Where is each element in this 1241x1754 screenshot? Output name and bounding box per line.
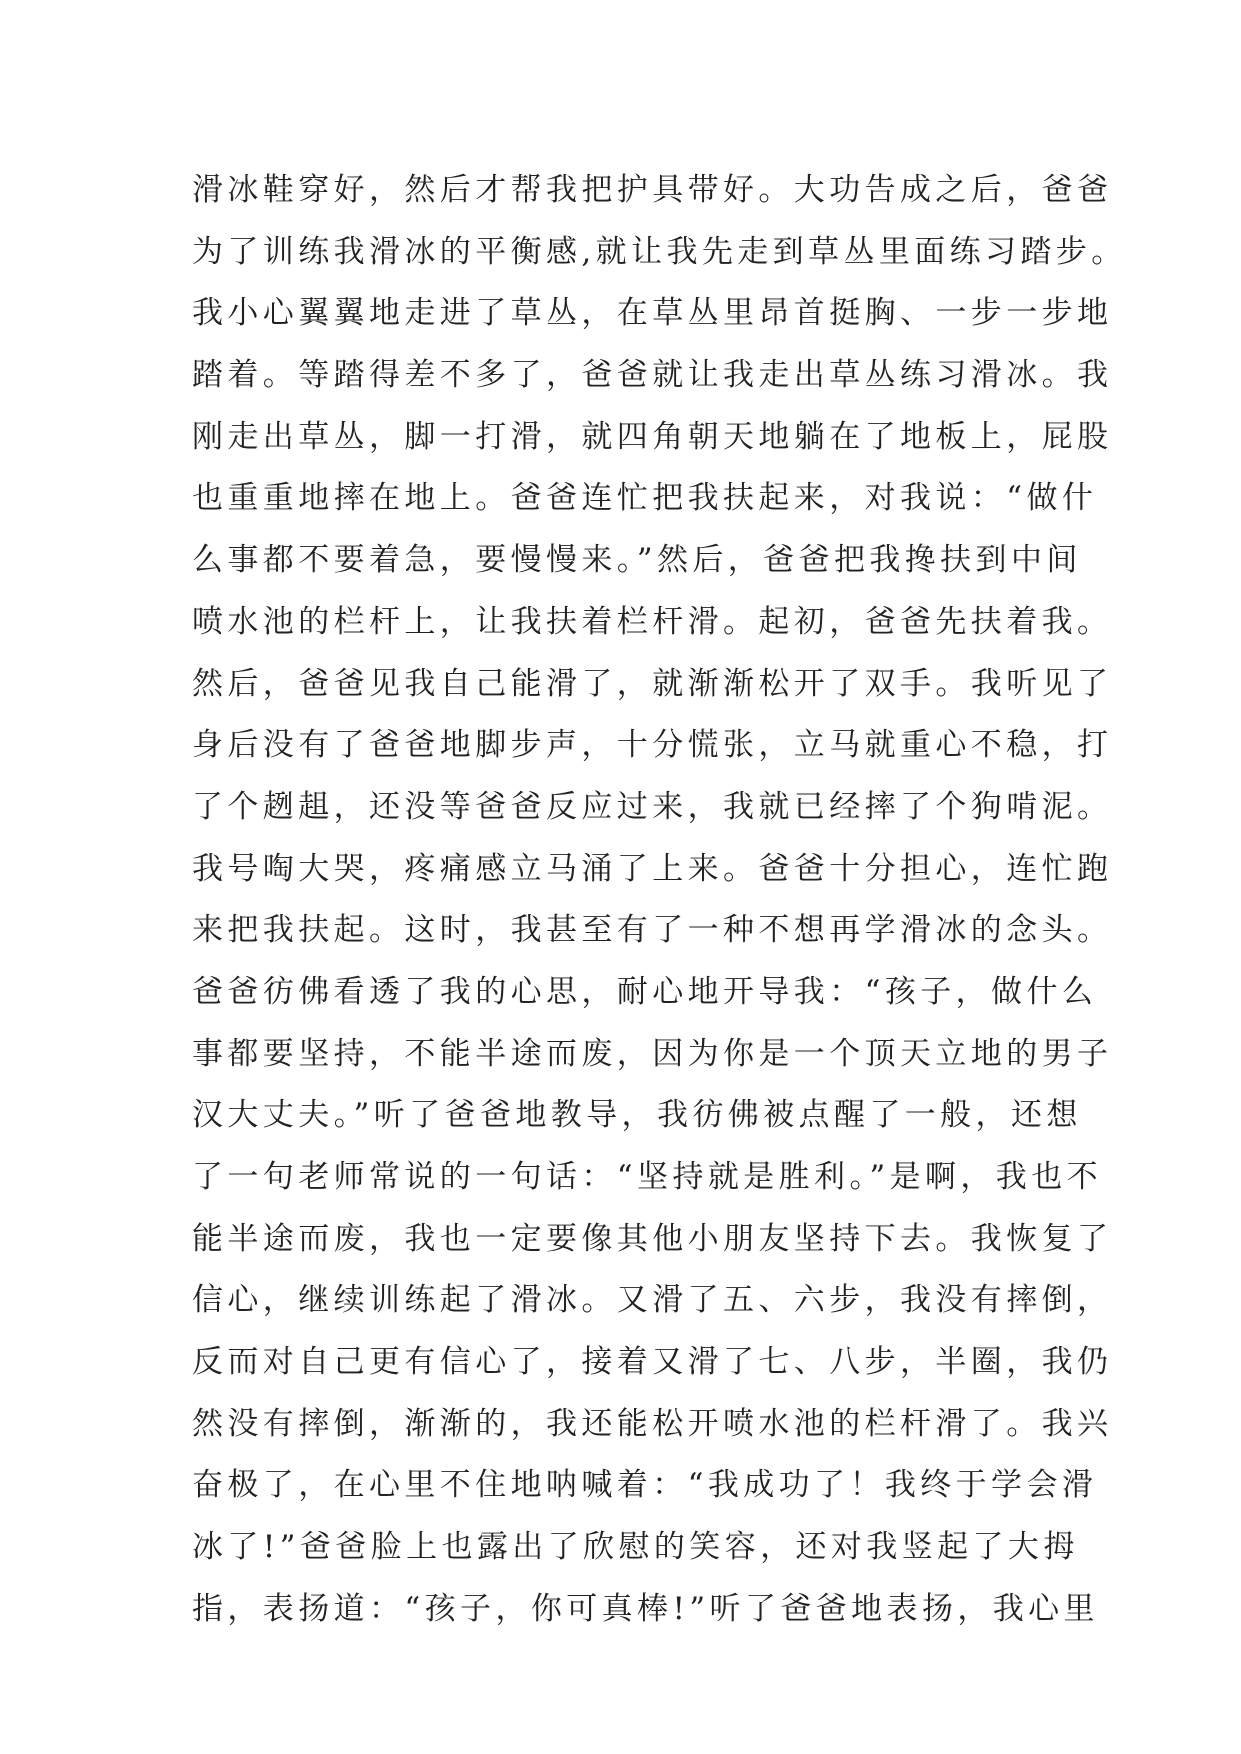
text-line: 反而对自己更有信心了，接着又滑了七、八步，半圈，我仍	[192, 1344, 1113, 1381]
text-line: 能半途而废，我也一定要像其他小朋友坚持下去。我恢复了	[192, 1220, 1113, 1257]
text-line: 事都要坚持，不能半途而废，因为你是一个顶天立地的男子	[192, 1035, 1113, 1072]
text-line: 踏着。等踏得差不多了，爸爸就让我走出草丛练习滑冰。我	[192, 357, 1113, 394]
text-line: 信心，继续训练起了滑冰。又滑了五、六步，我没有摔倒，	[192, 1282, 1113, 1319]
text-line: 也重重地摔在地上。爸爸连忙把我扶起来，对我说：“做什	[192, 480, 1098, 517]
text-line: 身后没有了爸爸地脚步声，十分慌张，立马就重心不稳，打	[192, 727, 1113, 764]
text-line: 刚走出草丛，脚一打滑，就四角朝天地躺在了地板上，屁股	[192, 418, 1113, 455]
text-line: 为了训练我滑冰的平衡感,就让我先走到草丛里面练习踏步。	[192, 233, 1127, 270]
text-line: 我号啕大哭，疼痛感立马涌了上来。爸爸十分担心，连忙跑	[192, 850, 1113, 887]
text-line: 奋极了，在心里不住地呐喊着：“我成功了！我终于学会滑	[192, 1467, 1098, 1504]
text-line: 然后，爸爸见我自己能滑了，就渐渐松开了双手。我听见了	[192, 665, 1113, 702]
text-line: 滑冰鞋穿好，然后才帮我把护具带好。大功告成之后，爸爸	[192, 172, 1113, 208]
text-line: 汉大丈夫。”听了爸爸地教导，我彷佛被点醒了一般，还想	[192, 1097, 1082, 1134]
text-line: 指，表扬道：“孩子，你可真棒!”听了爸爸地表扬，我心里	[192, 1590, 1099, 1627]
text-line: 喷水池的栏杆上，让我扶着栏杆滑。起初，爸爸先扶着我。	[192, 603, 1113, 640]
text-line: 冰了!”爸爸脸上也露出了欣慰的笑容，还对我竖起了大拇	[192, 1529, 1079, 1566]
body-text	[192, 160, 1127, 1641]
text-line: 了一句老师常说的一句话：“坚持就是胜利。”是啊，我也不	[192, 1159, 1102, 1195]
text-line: 么事都不要着急，要慢慢来。”然后，爸爸把我搀扶到中间	[192, 542, 1082, 579]
text-line: 爸爸彷佛看透了我的心思，耐心地开导我：“孩子，做什么	[192, 973, 1098, 1010]
text-line: 我小心翼翼地走进了草丛，在草丛里昂首挺胸、一步一步地	[192, 295, 1113, 332]
text-line: 来把我扶起。这时，我甚至有了一种不想再学滑冰的念头。	[192, 912, 1113, 949]
text-line: 然没有摔倒，渐渐的，我还能松开喷水池的栏杆滑了。我兴	[192, 1405, 1113, 1442]
text-line: 了个趔趄，还没等爸爸反应过来，我就已经摔了个狗啃泥。	[192, 788, 1113, 825]
